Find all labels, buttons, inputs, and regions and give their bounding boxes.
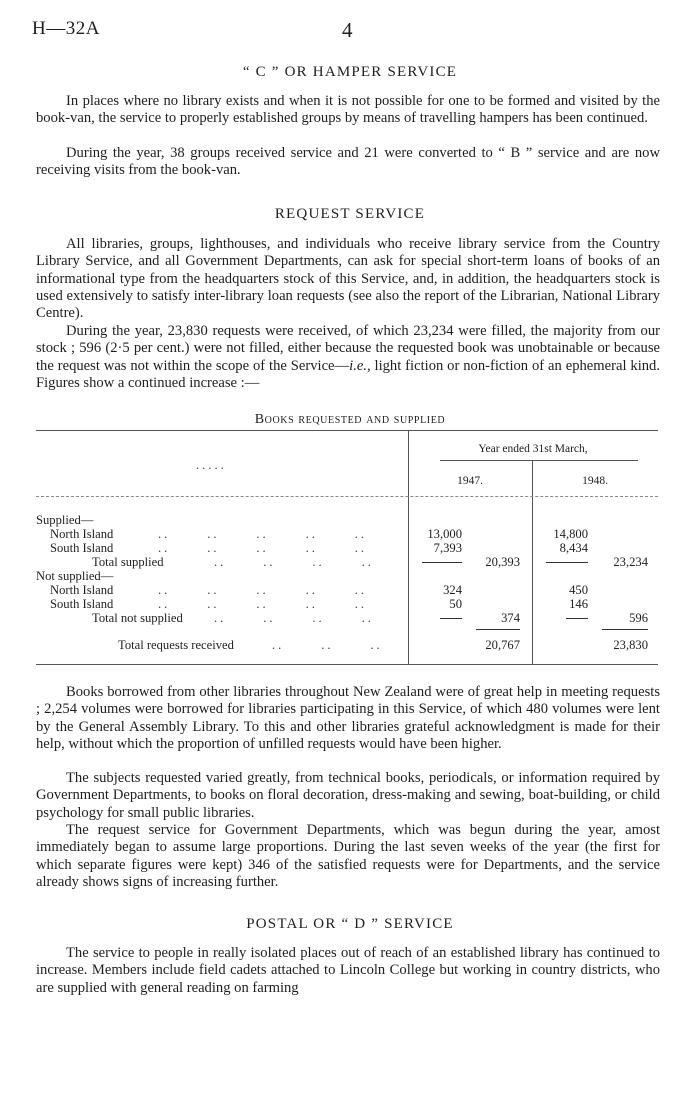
row-label-not-supplied: Not supplied— <box>36 569 114 583</box>
cell-1948-total-requests: 23,830 <box>613 638 648 652</box>
leader-dots: .. .. .. .. .. <box>158 541 368 555</box>
total-rule <box>602 629 648 630</box>
cell-1948-total-supplied: 23,234 <box>613 555 648 569</box>
paragraph-request-1: All libraries, groups, lighthouses, and individuals who receive library service from the Country Library Service, and all Government Departments, can ask for special short-term loans of books of an informational type from the headquarters stock of this Service, and, in addition, the headquarters stock is used extensively to satisfy inter-library loan requests (see also the report of the Librarian, National Library Centre). <box>36 236 660 322</box>
cell-1948-not-supplied-north: 450 <box>569 583 588 597</box>
leader-dots: .. .. .. .. <box>214 555 374 569</box>
cell-1947-supplied-south: 7,393 <box>433 541 462 555</box>
subtotal-rule <box>422 562 462 563</box>
paragraph-request-2-italic: i.e., <box>349 357 371 374</box>
paragraph-request-5: The request service for Government Departments, which was begun during the year, amost immediately began to assume large proportions. During the last seven weeks of the year (the first for which separate figures were kept) 346 of the satisfied requests were for Departments, and the service already shows signs of increasing further. <box>36 822 660 890</box>
leader-dots: .. .. .. <box>272 638 383 652</box>
row-label-total-supplied: Total supplied <box>92 555 164 569</box>
cell-1948-supplied-south: 8,434 <box>559 541 588 555</box>
cell-1948-not-supplied-south: 146 <box>569 597 588 611</box>
table-top-rule <box>36 430 658 431</box>
row-label-supplied-north: North Island <box>50 527 114 541</box>
paragraph-request-4: The subjects requested varied greatly, from technical books, periodicals, or information required by Government Departments, to books on floral decoration, dress-making and sewing, boat-building, or child psychology for small public libraries. <box>36 770 660 821</box>
leader-dots: .. .. .. .. .. <box>158 583 368 597</box>
table-header-1948: 1948. <box>582 475 608 487</box>
total-rule <box>476 629 520 630</box>
subtotal-rule <box>566 618 588 619</box>
row-label-not-supplied-south: South Island <box>50 597 114 611</box>
row-label-total-not-supplied: Total not supplied <box>92 611 183 625</box>
paragraph-request-3: Books borrowed from other libraries throughout New Zealand were of great help in meeting requests ; 2,254 volumes were borrowed for libraries participating in this Service, of which 480 volumes were lent by the General Assembly Library. To this and other libraries grateful acknowledgment is made for their help, without which the proportion of unfilled requests would have been higher. <box>36 684 660 752</box>
paragraph-request-2-tail: light fiction or non-fiction of an ephemeral kind. Figures show a continued increase :— <box>36 357 660 391</box>
paragraph-request-2 <box>36 323 660 392</box>
paragraph-hamper-1: In places where no library exists and when it is not possible for one to be formed and visited by the book-van, the service to properly established groups by means of travelling hampers has been continued. <box>36 93 660 127</box>
document-reference: H—32A <box>32 18 100 39</box>
leader-dots: .. .. .. .. <box>214 611 374 625</box>
leader-dots: .. .. .. .. .. <box>158 597 368 611</box>
paragraph-postal-1: The service to people in really isolated places out of reach of an established library has continued to increase. Members include field cadets attached to Lincoln College but working in country districts, who are supplied with general reading on farming <box>36 945 660 996</box>
row-label-not-supplied-north: North Island <box>50 583 114 597</box>
cell-1947-total-not-supplied: 374 <box>501 611 520 625</box>
cell-1948-supplied-north: 14,800 <box>553 527 588 541</box>
table-divider-label <box>408 430 409 664</box>
cell-1947-not-supplied-south: 50 <box>449 597 462 611</box>
table-divider-years <box>532 460 533 664</box>
paragraph-request-2-lead: During the year, 23,830 requests were received, of which 23,234 were filled, the majority from our stock ; 596 (2·5 per cent.) were not filled, either because the requested book was unobtainable or because the request was not within the scope of the Service— <box>36 323 660 374</box>
table-header-group: Year ended 31st March, <box>478 443 588 455</box>
cell-1947-total-requests: 20,767 <box>485 638 520 652</box>
cell-1947-not-supplied-north: 324 <box>443 583 462 597</box>
section-heading-hamper-service: “ C ” OR HAMPER SERVICE <box>242 64 458 80</box>
table-header-group-rule <box>440 460 638 461</box>
subtotal-rule <box>546 562 588 563</box>
section-heading-request-service: REQUEST SERVICE <box>274 206 426 222</box>
leader-dots: .. .. .. .. .. <box>158 527 368 541</box>
paragraph-hamper-2: During the year, 38 groups received service and 21 were converted to “ B ” service and are now receiving visits from the book-van. <box>36 145 660 179</box>
cell-1947-total-supplied: 20,393 <box>485 555 520 569</box>
table-header-rule <box>36 496 658 497</box>
subtotal-rule <box>440 618 462 619</box>
row-label-total-requests: Total requests received <box>118 638 234 652</box>
cell-1948-total-not-supplied: 596 <box>629 611 648 625</box>
page-number: 4 <box>342 18 353 42</box>
cell-1947-supplied-north: 13,000 <box>427 527 462 541</box>
section-heading-postal-service: POSTAL OR “ D ” SERVICE <box>246 916 454 932</box>
table-header-leader: ..... <box>196 458 227 472</box>
table-caption-text: Books requested and supplied <box>254 412 446 427</box>
table-bottom-rule <box>36 664 658 665</box>
row-label-supplied: Supplied— <box>36 513 94 527</box>
table-caption <box>0 412 700 428</box>
row-label-supplied-south: South Island <box>50 541 114 555</box>
table-header-1947: 1947. <box>457 475 483 487</box>
